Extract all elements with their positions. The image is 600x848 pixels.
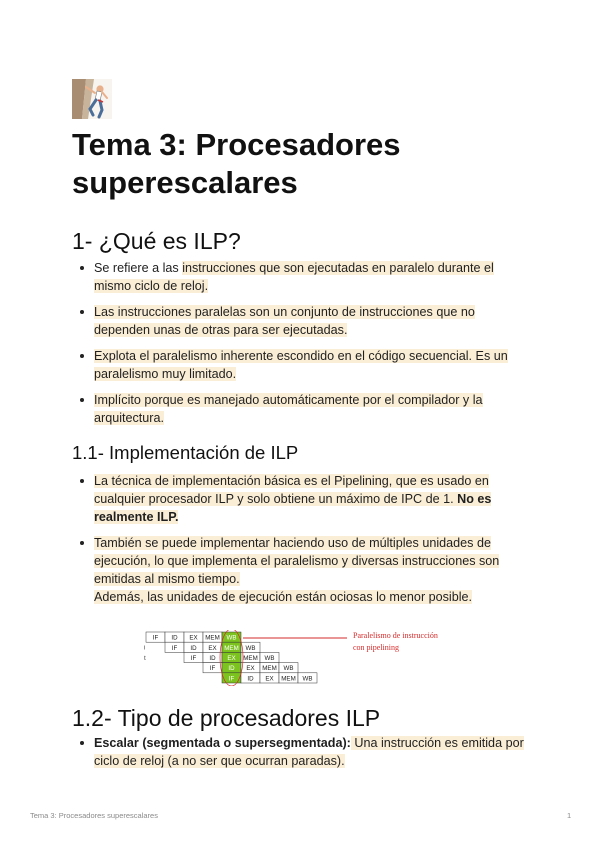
ilp-bullet-list xyxy=(72,259,542,435)
climber-avatar-icon xyxy=(72,79,112,119)
pipeline-stage-label: IF xyxy=(152,634,159,642)
pipeline-stage-label: EX xyxy=(227,655,236,662)
pipeline-stage-label: IF xyxy=(171,644,178,652)
pipeline-stage-label: WB xyxy=(226,634,237,642)
section-heading-tipos: 1.2- Tipo de procesadores ILP xyxy=(72,705,381,731)
pipeline-stage-label: MEM xyxy=(262,665,277,673)
list-item: Escalar (segmentada o supersegmentada): Una instrucción es emitida por ciclo de reloj (a no ser que ocurran paradas). xyxy=(72,734,542,770)
annotation-text: con pipelining xyxy=(353,643,399,652)
pipeline-stage-label: WB xyxy=(245,644,256,652)
page-title: Tema 3: Procesadores superescalares xyxy=(72,127,401,200)
pipeline-stage-label: EX xyxy=(265,675,274,683)
pipeline-diagram xyxy=(143,630,473,686)
pipeline-stage-label: IF xyxy=(228,675,235,683)
section-heading-ilp: 1- ¿Qué es ILP? xyxy=(72,228,241,254)
pipeline-stage-label: EX xyxy=(208,644,217,652)
page-number: 1 xyxy=(567,811,572,820)
list-item: Las instrucciones paralelas son un conjunto de instrucciones que no dependen unas de otras para ser ejecutadas. xyxy=(72,303,542,339)
pipeline-stage-label: MEM xyxy=(281,675,296,683)
list-item: Explota el paralelismo inherente escondido en el código secuencial. Es un paralelismo muy limitado. xyxy=(72,347,542,383)
pipeline-stage-label: WB xyxy=(302,675,313,683)
list-item: La técnica de implementación básica es el Pipelining, que es usado en cualquier procesador ILP y solo obtiene un máximo de IPC de 1. No es realmente ILP. xyxy=(72,472,542,526)
annotation-text: Paralelismo de instrucción xyxy=(353,631,438,640)
footer-title: Tema 3: Procesadores superescalares xyxy=(30,811,158,820)
list-item: Implícito porque es manejado automáticamente por el compilador y la arquitectura. xyxy=(72,391,542,427)
pipeline-stage-label: MEM xyxy=(224,644,239,652)
pipeline-stage-label: IF xyxy=(190,655,197,662)
pipeline-stage-label: WB xyxy=(264,655,275,662)
pipeline-row-lead: i xyxy=(144,644,146,652)
pipeline-stage-label: EX xyxy=(189,634,198,642)
section-heading-implementacion: 1.1- Implementación de ILP xyxy=(72,442,299,463)
pipeline-stage-label: IF xyxy=(209,665,216,673)
implementacion-bullet-list xyxy=(72,472,542,614)
tipos-bullet-list xyxy=(72,734,542,778)
list-item: Se refiere a las instrucciones que son ejecutadas en paralelo durante el mismo ciclo de reloj. xyxy=(72,259,542,295)
pipeline-stage-label: MEM xyxy=(243,655,258,662)
pipeline-stage-label: ID xyxy=(209,655,216,662)
pipeline-stage-label: ID xyxy=(190,644,197,652)
pipeline-stage-label: MEM xyxy=(205,634,220,642)
pipeline-stage-label: ID xyxy=(228,665,235,673)
pipeline-stage-label: EX xyxy=(246,665,255,673)
pipeline-stage-label: ID xyxy=(247,675,254,683)
pipeline-stage-label: WB xyxy=(283,665,294,673)
pipeline-row-lead: t xyxy=(144,654,146,662)
list-item: También se puede implementar haciendo uso de múltiples unidades de ejecución, lo que implementa el paralelismo y diversas instrucciones son emitidas al mismo tiempo. Además, las unidades de ejecución están ociosas lo menor posible. xyxy=(72,534,542,606)
pipeline-stage-label: ID xyxy=(171,634,178,642)
